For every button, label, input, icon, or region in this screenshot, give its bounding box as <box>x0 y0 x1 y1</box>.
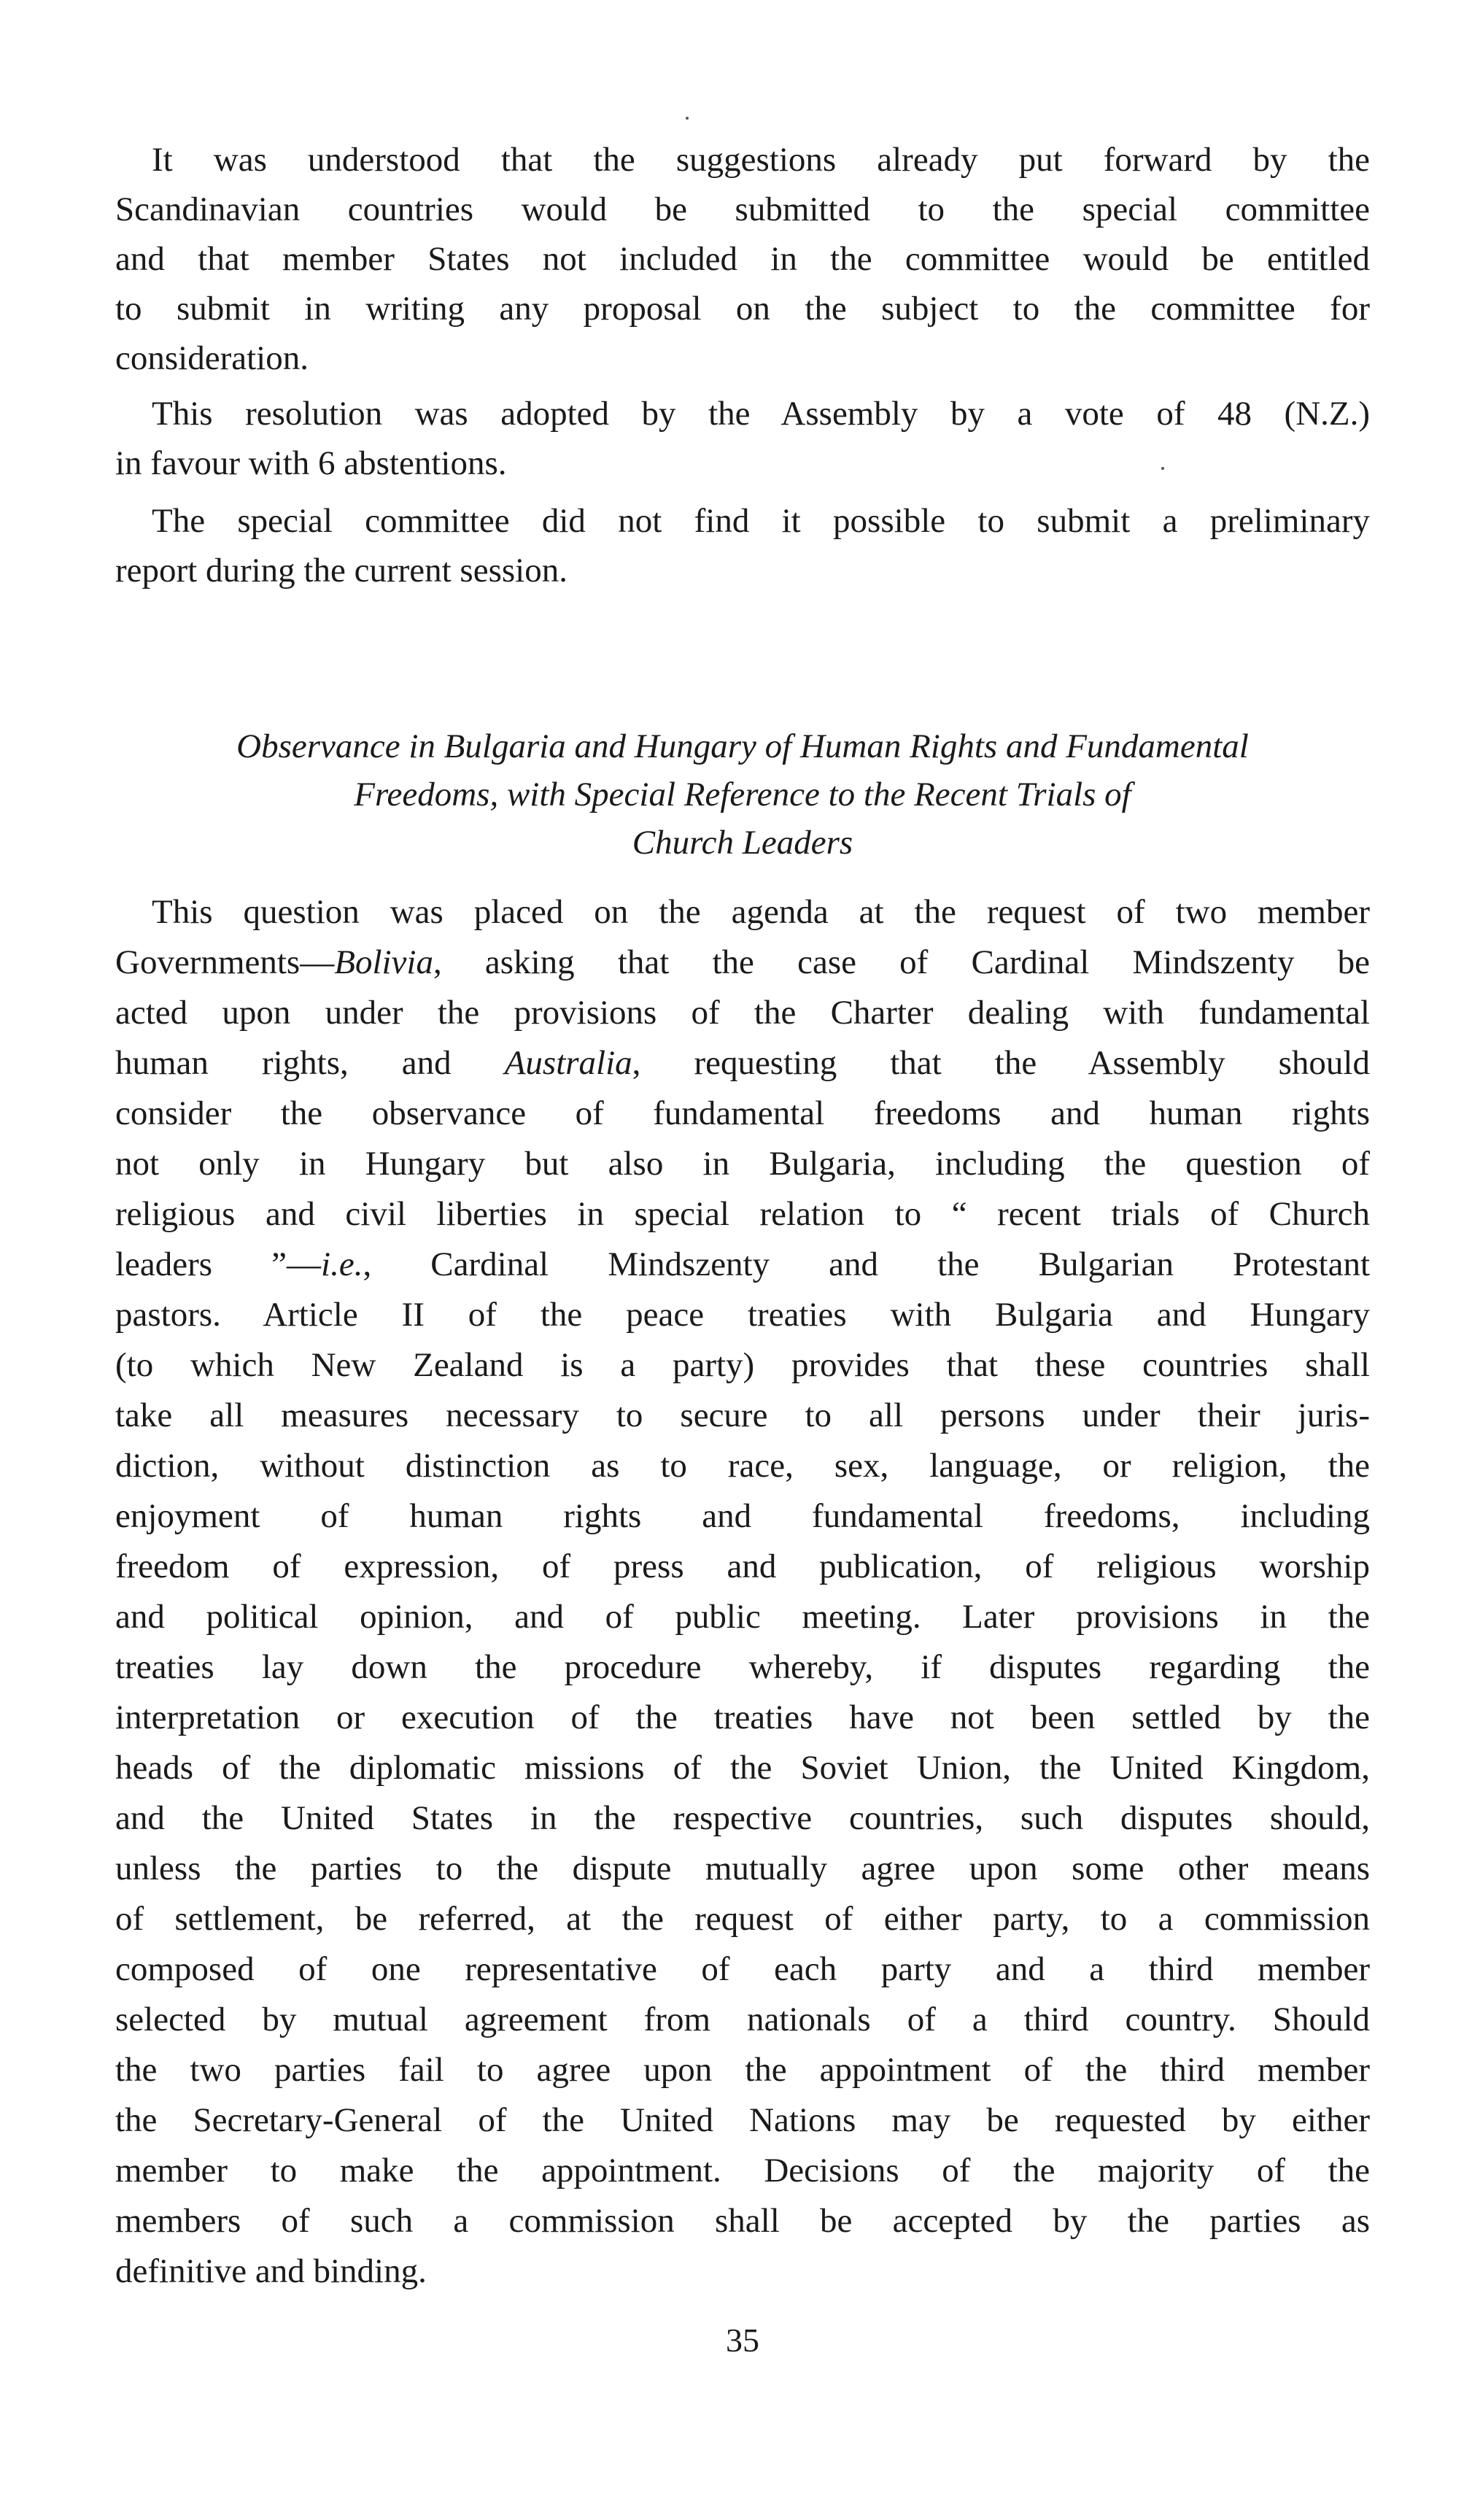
paragraph-preliminary-report <box>115 496 1370 595</box>
text-line: the two parties fail to agree upon the appointment of the third member <box>115 2051 1370 2089</box>
text-line: (to which New Zealand is a party) provides that these countries shall <box>115 1346 1370 1384</box>
paragraph-committee <box>115 135 1370 383</box>
text-line: members of such a commission shall be accepted by the parties as <box>115 2202 1370 2240</box>
text-line: This question was placed on the agenda at the request of two member <box>152 893 1370 931</box>
section-heading <box>115 722 1370 867</box>
text-line: human rights, and Australia, requesting that the Assembly should <box>115 1044 1370 1082</box>
text-line: member to make the appointment. Decisions of the majority of the <box>115 2152 1370 2189</box>
text-line: The special committee did not find it possible to submit a preliminary <box>152 502 1370 540</box>
text-line: composed of one representative of each party and a third member <box>115 1950 1370 1988</box>
text-line: of settlement, be referred, at the request of either party, to a commission <box>115 1900 1370 1938</box>
text-line: leaders ”—i.e., Cardinal Mindszenty and the Bulgarian Protestant <box>115 1245 1370 1283</box>
text-line: religious and civil liberties in special relation to “ recent trials of Church <box>115 1195 1370 1233</box>
emphasis: i.e. <box>321 1245 363 1283</box>
paragraph-resolution-vote <box>115 389 1370 488</box>
emphasis: Australia <box>504 1044 632 1082</box>
text-line: freedom of expression, of press and publication, of religious worship <box>115 1547 1370 1585</box>
text-line: the Secretary-General of the United Nations may be requested by either <box>115 2101 1370 2139</box>
text-line: and that member States not included in the committee would be entitled <box>115 240 1370 278</box>
page <box>115 0 1370 2362</box>
text-line: unless the parties to the dispute mutually agree upon some other means <box>115 1850 1370 1887</box>
text-line: report during the current session. <box>115 552 568 590</box>
page-number: 35 <box>726 2322 759 2359</box>
text-line: acted upon under the provisions of the Charter dealing with fundamental <box>115 994 1370 1032</box>
text-line: pastors. Article II of the peace treaties with Bulgaria and Hungary <box>115 1296 1370 1334</box>
text-line: selected by mutual agreement from nationals of a third country. Should <box>115 2001 1370 2038</box>
text-line: Governments—Bolivia, asking that the case of Cardinal Mindszenty be <box>115 943 1370 981</box>
text-line: take all measures necessary to secure to all persons under their juris- <box>115 1396 1370 1434</box>
text-line: and the United States in the respective countries, such disputes should, <box>115 1799 1370 1837</box>
text-line: interpretation or execution of the treaties have not been settled by the <box>115 1698 1370 1736</box>
text-line: diction, without distinction as to race, sex, language, or religion, the <box>115 1447 1370 1485</box>
text-line: consideration. <box>115 339 309 377</box>
text-line: consider the observance of fundamental freedoms and human rights <box>115 1094 1370 1132</box>
text-line: Scandinavian countries would be submitted to the special committee <box>115 190 1370 228</box>
emphasis: Bolivia <box>334 943 433 981</box>
heading-line: Church Leaders <box>632 824 853 862</box>
text-line: This resolution was adopted by the Assembly by a vote of 48 (N.Z.) <box>152 395 1370 433</box>
text-line: and political opinion, and of public meeting. Later provisions in the <box>115 1598 1370 1636</box>
text-line: treaties lay down the procedure whereby, if disputes regarding the <box>115 1648 1370 1686</box>
text-line: to submit in writing any proposal on the subject to the committee for <box>115 290 1370 328</box>
text-line: definitive and binding. <box>115 2252 427 2290</box>
paragraph-bulgaria-hungary <box>115 887 1370 2297</box>
text-line: in favour with 6 abstentions. <box>115 444 507 482</box>
heading-line: Observance in Bulgaria and Hungary of Human Rights and Fundamental <box>236 727 1249 765</box>
text-line: enjoyment of human rights and fundamental freedoms, including <box>115 1497 1370 1535</box>
text-line: not only in Hungary but also in Bulgaria, including the question of <box>115 1145 1370 1183</box>
text-line: It was understood that the suggestions already put forward by the <box>152 141 1370 179</box>
heading-line: Freedoms, with Special Reference to the Recent Trials of <box>354 776 1131 813</box>
text-line: heads of the diplomatic missions of the Soviet Union, the United Kingdom, <box>115 1749 1370 1787</box>
